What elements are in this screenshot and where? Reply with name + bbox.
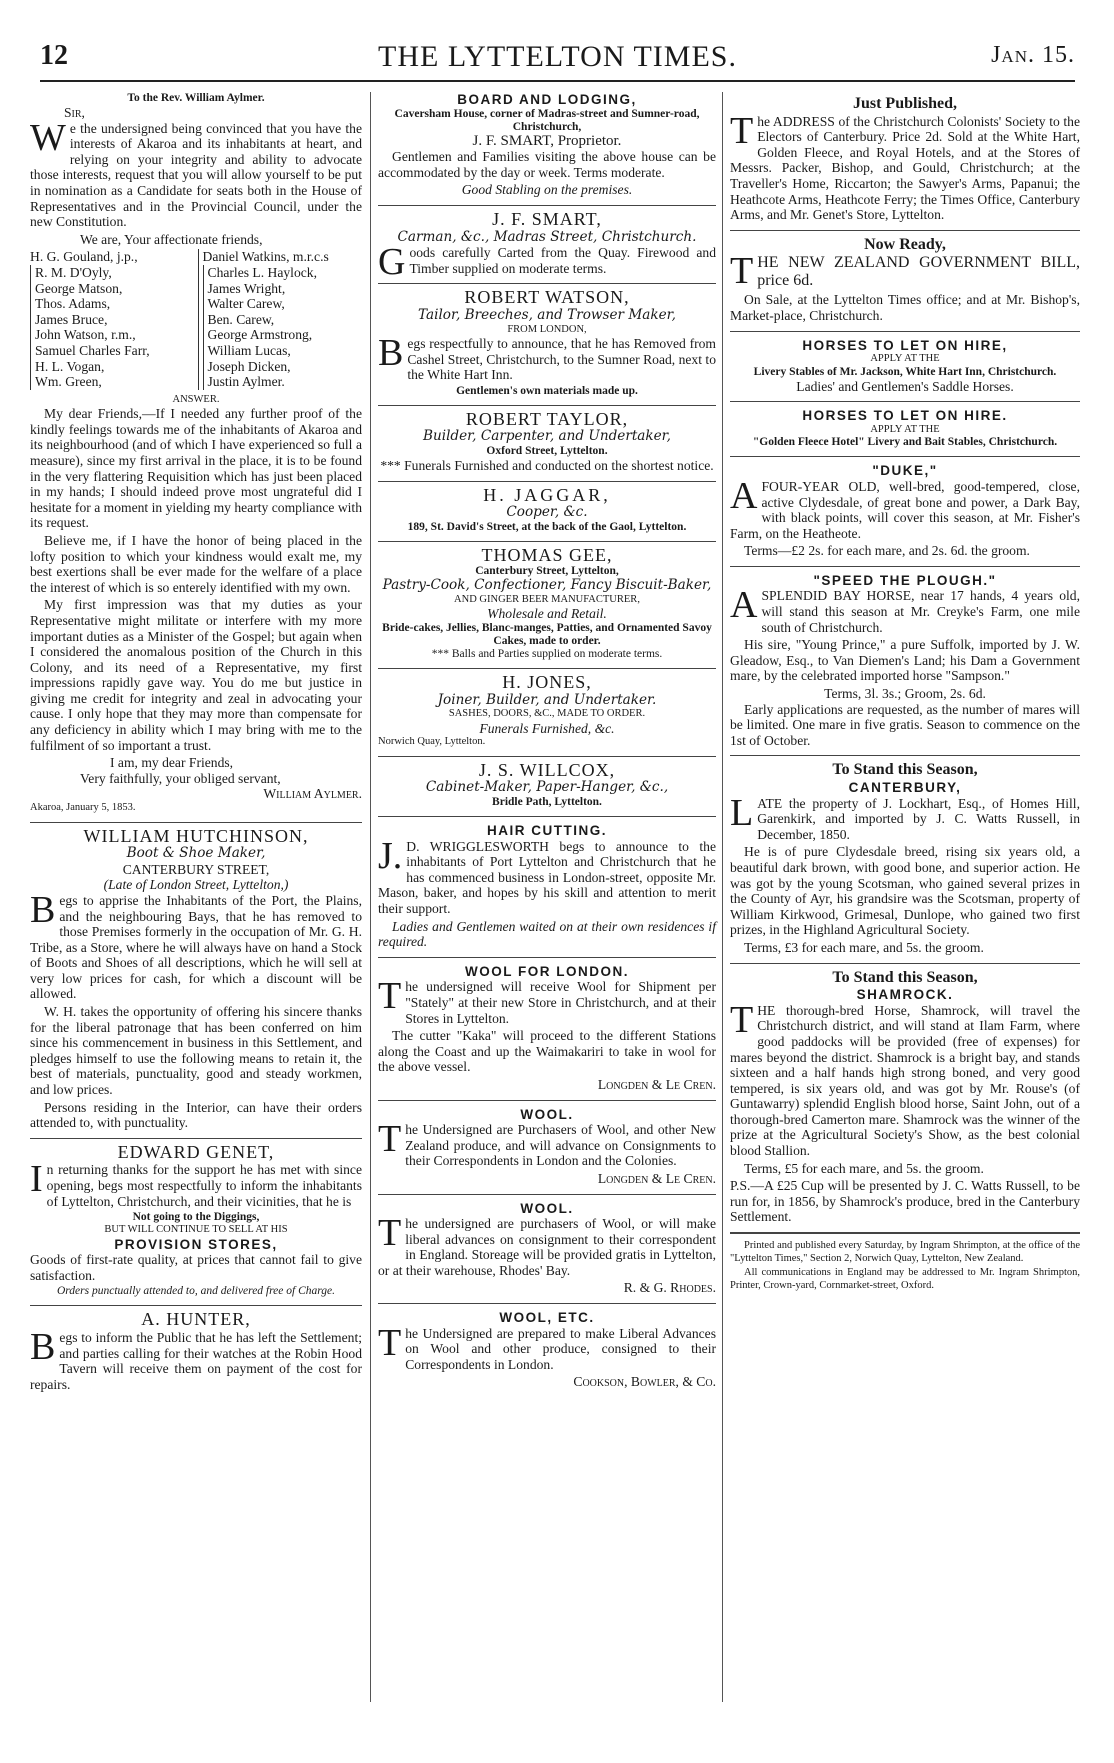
taylor-note: *** Funerals Furnished and conducted on the shortest notice. [380,458,714,473]
gee-address: Canterbury Street, Lyttelton, [475,565,619,578]
duke-head: "DUKE," [872,463,938,479]
gee-ginger: AND GINGER BEER MANUFACTURER, [454,593,640,605]
wool4-head: WOOL, ETC. [499,1310,595,1326]
genet-name: EDWARD GENET, [117,1141,275,1162]
aylmer-closing-2: Very faithfully, your obliged servant, [80,770,281,786]
aylmer-closing-1: I am, my dear Friends, [110,755,234,771]
genet-p1: In returning thanks for the support he has met with since opening, begs most respectfully to inform the inhabitants of Lyttelton, Christchurch, and their vicinities, that he is [30,1158,362,1209]
signer-name: Thos. Adams, [30,296,190,312]
signer-name: John Watson, r.m., [30,327,190,343]
signer-name: Wm. Green, [30,374,190,390]
plough-p3: Early applications are requested, as the number of mares will be limited. One mare in five gratis. Season to commence on the 1st of October. [730,701,1080,748]
aylmer-reply-2: Believe me, if I have the honor of being placed in the lofty position to which your kindness would exalt me, my best exertions shall be ever made for the welfare of a place the interest of which is so enterely identified with my own. [30,532,362,595]
hutchinson-p2: W. H. takes the opportunity of offering his sincere thanks for the liberal patronage that has been conferred on him since his commencement in business in this Settlement, and pledges himself to use the following means to retain it, the best of materials, punctuality, good and steady workmen, and low prices. [30,1004,362,1098]
column-2 [378,92,716,1390]
horses2-head: HORSES TO LET ON HIRE. [802,408,1008,424]
aylmer-to: To the Rev. William Aylmer. [127,92,265,104]
published-ad [730,96,1080,223]
canterbury-p2: He is of pure Clydesdale breed, rising six years old, a beautiful dark brown, with good bone, and superior action. He was got by the young Scotsman, who gained several prizes in the County of Ayr, his grandsire was the Scotsman, property of William Kirkwood, Grimesal, Dunlope, who gained two first prizes, in the Highland Agricultural Society. [730,844,1080,938]
column-rule-1 [370,92,371,1702]
jones-ad [378,672,716,749]
jaggar-address: 189, St. David's Street, at the back of the Gaol, Lyttelton. [407,520,687,533]
willcox-trade: Cabinet-Maker, Paper-Hanger, &c., [425,779,669,796]
horses1-saddle: Ladies' and Gentlemen's Saddle Horses. [796,378,1014,394]
signer-name: James Bruce, [30,312,190,328]
aylmer-signers [30,249,362,389]
hair-body: J.D. WRIGGLESWORTH begs to announce to the inhabitants of Port Lyttelton and Christchurch that he has commenced business in London-street, opposite Mr. Mason, baker, and hopes by his skill and attention to merit their support. [378,834,716,916]
aylmer-answer: ANSWER. [172,393,220,405]
taylor-trade: Builder, Carpenter, and Undertaker, [422,428,671,445]
wool1-sign: Longden & Le Cren. [597,1076,716,1092]
signers-right [198,249,363,389]
wool-london-ad [378,964,716,1093]
shamrock-p1: THE thorough-bred Horse, Shamrock, will travel the Christchurch district, and will stand at Ilam Farm, where good paddocks will be provided (free of expenses) for mares beyond the district. Shamrock is a bright bay, and stands sixteen and a half hands high strong boned, and very good tempered, is six years old, and was got by Mr. Rouse's (of Guntawarry) splendid English blood horse, Saint John, out of a thorough-bred Camerton mare. Shamrock was the winner of the prize at the Agricultural Society's Show, as the best colonial blood Stallion. [730,998,1080,1159]
signer-name: Daniel Watkins, m.r.c.s [202,249,329,265]
published-head: Just Published, [852,95,958,112]
hutchinson-p3: Persons residing in the Interior, can have their orders attended to, with punctuality. [30,1099,362,1131]
jones-address: Norwich Quay, Lyttelton. [378,736,486,748]
taylor-street: Oxford Street, Lyttelton. [486,445,608,457]
signer-name: Ben. Carew, [203,312,363,328]
aylmer-we-are: We are, Your affectionate friends, [80,231,263,247]
gee-products: Bride-cakes, Jellies, Blanc-manges, Patties, and Ornamented Savoy Cakes, made to order. [382,622,712,648]
canterbury-p1: LATE the property of J. Lockhart, Esq., of Homes Hill, Garenkirk, and imported by J. C. Watts Russell, in December, 1850. [730,791,1080,842]
aylmer-signature: William Aylmer. [263,786,362,802]
hutchinson-late: (Late of London Street, Lyttelton,) [103,877,289,893]
signer-name: Joseph Dicken, [203,359,363,375]
watson-name: ROBERT WATSON, [464,287,630,308]
taylor-name: ROBERT TAYLOR, [465,408,629,429]
signer-name: Samuel Charles Farr, [30,343,190,359]
canterbury-sub: CANTERBURY, [848,780,962,795]
jaggar-trade: Cooper, &c. [506,504,588,521]
willcox-ad [378,759,716,809]
canterbury-head: To Stand this Season, [832,761,978,779]
horses2-apply: APPLY AT THE [870,423,940,435]
genet-ad [30,1141,362,1299]
board-address: Caversham House, corner of Madras-street and Sumner-road, Christchurch, [394,107,700,133]
shamrock-ad [730,970,1080,1226]
board-stabling: Good Stabling on the premises. [461,182,633,198]
willcox-name: J. S. WILLCOX, [478,759,616,780]
column-rule-2 [722,92,723,1702]
aylmer-dateline: Akaroa, January 5, 1853. [30,802,136,814]
duke-ad [730,463,1080,559]
imprint-p2: All communications in England may be addressed to Mr. Ingram Shrimpton, Printer, Crown-yard, Cornmarket-street, Oxford. [730,1267,1080,1291]
jones-name: H. JONES, [502,672,592,693]
shamrock-terms: Terms, £5 for each mare, and 5s. the groom. [744,1160,984,1176]
gee-name: THOMAS GEE, [481,544,613,565]
smart-ad [378,208,716,284]
jaggar-name: H. JAGGAR, [483,484,611,505]
wool-purchasers-ad [378,1107,716,1187]
ready-sale: On Sale, at the Lyttelton Times office; and at Mr. Bishop's, Market-place, Christchurch. [730,292,1080,323]
published-body: The ADDRESS of the Christchurch Colonists' Society to the Electors of Canterbury. Price 2d. Sold at the White Hart, Golden Fleece, and Royal Hotels, and at the Stores of Messrs. Packer, Bishop, and Gould, Christchurch; at the Traveller's Home, Riccarton; the Sawyer's Arms, Papanui; the Heathcote Arms, Heathcote Ferry; the Times Office, Canterbury Arms, and Mr. Genet's Store, Lyttelton. [730,109,1080,223]
horses2-ad [730,408,1080,449]
board-ad [378,92,716,198]
watson-note: Gentlemen's own materials made up. [456,384,638,397]
gee-balls: *** Balls and Parties supplied on moderate terms. [431,648,663,661]
horses1-stables: Livery Stables of Mr. Jackson, White Hart Inn, Christchurch. [753,365,1057,378]
page-number: 12 [40,40,68,71]
plough-p1: ASPLENDID BAY HORSE, near 17 hands, 4 years old, will stand this season at Mr. Creyke's Farm, one mile south of Christchurch. [730,584,1080,635]
wool-etc-ad [378,1310,716,1390]
masthead [40,38,1075,82]
wool1-p1: The undersigned will receive Wool for Shipment per "Stately" at their new Store in Christchurch, and at their Stores in Lyttelton. [378,975,716,1026]
wool4-sign: Cookson, Bowler, & Co. [573,1374,716,1390]
column-3 [730,92,1080,1294]
wool1-head: WOOL FOR LONDON. [465,963,629,979]
jones-sashes: SASHES, DOORS, &C., MADE TO ORDER. [448,708,646,720]
horses1-apply: APPLY AT THE [870,353,940,365]
hair-head: HAIR CUTTING. [487,823,607,839]
genet-stores: PROVISION STORES, [114,1236,278,1252]
duke-body: AFOUR-YEAR OLD, well-bred, good-tempered, close, active Clydesdale, of great bone and power, a Dark Bay, with black points, will cover this season, at Mr. Fisher's Farm, on the Heatheote. [730,474,1080,541]
jaggar-ad [378,484,716,534]
watson-from: FROM LONDON, [507,323,587,335]
signers-left [30,249,190,389]
ready-body: THE NEW ZEALAND GOVERNMENT BILL, price 6d. [730,250,1080,293]
gee-ad [378,544,716,661]
plough-p2: His sire, "Young Prince," a pure Suffolk, imported by J. W. Gleadow, Esq., to Van Diemen's Land; his Dam a Government mare, by the celebrated imported horse "Sampson." [730,637,1080,684]
ready-ad [730,237,1080,324]
gee-trade: Pastry-Cook, Confectioner, Fancy Biscuit-Baker, [382,577,712,594]
signer-name: George Matson, [30,281,190,297]
canterbury-ad [730,762,1080,955]
aylmer-sir: Sir, [64,105,85,120]
shamrock-sub: SHAMROCK. [856,987,954,1003]
hair-ad [378,823,716,950]
watson-ad [378,287,716,397]
wool4-p1: The Undersigned are prepared to make Liberal Advances on Wool and other produce, consigned to their Correspondents in London. [378,1321,716,1372]
wool-rhodes-ad [378,1201,716,1297]
newspaper-title: THE LYTTELTON TIMES. [378,40,737,73]
jones-trade: Joiner, Builder, and Undertaker. [437,691,657,708]
board-proprietor: J. F. SMART, Proprietor. [472,132,622,149]
hutchinson-trade: Boot & Shoe Maker, [126,845,266,862]
hutchinson-p1: Begs to apprise the Inhabitants of the Port, the Plains, and the neighbouring Bays, that he has removed to those Premises formerly in the occupation of Mr. G. H. Tribe, as a Store, where he will always have on hand a Stock of Boots and Shoes of all descriptions, which he will sell at very low prices for cash, for which a discount will be allowed. [30,888,362,1002]
hunter-name: A. HUNTER, [141,1309,251,1330]
signer-name: William Lucas, [203,343,363,359]
wool2-sign: Longden & Le Cren. [597,1170,716,1186]
smart-name: J. F. SMART, [492,208,602,229]
hair-ladies: Ladies and Gentlemen waited on at their own residences if required. [378,918,716,950]
wool3-sign: R. & G. Rhodes. [623,1280,716,1296]
signer-name: Walter Carew, [203,296,363,312]
hunter-ad [30,1309,362,1392]
plough-head: "SPEED THE PLOUGH." [813,572,997,588]
plough-terms: Terms, 3l. 3s.; Groom, 2s. 6d. [824,686,986,702]
board-head: BOARD AND LODGING, [457,92,637,107]
jones-funerals: Funerals Furnished, &c. [479,720,615,736]
imprint [730,1240,1080,1292]
plough-ad [730,573,1080,749]
aylmer-body: We the undersigned being convinced that you have the interests of Akaroa and its inhabitants at heart, and relying on your integrity and ability to advocate those interests, request that you will allow yourself to be put in nomination as a Candidate for seats both in the House of Representatives and in the Provincial Council, under the new Constitution. [30,116,362,230]
hutchinson-street: CANTERBURY STREET, [122,861,270,877]
signer-name: Justin Aylmer. [203,374,363,390]
willcox-address: Bridle Path, Lyttelton. [492,796,602,809]
imprint-p1: Printed and published every Saturday, by Ingram Shrimpton, at the office of the "Lyttelton Times," Section 2, Norwich Quay, Lyttelton, New Zealand. [730,1240,1080,1264]
aylmer-reply-1: My dear Friends,—If I needed any further proof of the kindly feelings towards me of the inhabitants of Akaroa and its neighbourhood (and of which I have experienced so full a measure), since my first arrival in the place, it is to be found in the very flattering Requisition which has just been placed in my hands; I should indeed prove most ungrateful did I hesitate for a moment in yielding my hearty compliance with its request. [30,406,362,531]
smart-trade: Carman, &c., Madras Street, Christchurch. [397,228,697,245]
signer-name: R. M. D'Oyly, [30,265,190,281]
wool3-head: WOOL. [520,1200,574,1216]
ready-head: Now Ready, [864,235,946,253]
shamrock-head: To Stand this Season, [832,968,978,986]
wool1-p2: The cutter "Kaka" will proceed to the different Stations along the Coast and up the Waimakariri to take in wool for the above vessel. [378,1028,716,1075]
column-1 [30,92,362,1394]
horses1-head: HORSES TO LET ON HIRE, [802,337,1008,353]
canterbury-terms: Terms, £3 for each mare, and 5s. the groom. [744,939,984,955]
genet-goods: Goods of first-rate quality, at prices that cannot fail to give satisfaction. [30,1252,362,1283]
gee-wholesale: Wholesale and Retail. [487,606,607,622]
hunter-p1: Begs to inform the Public that he has left the Settlement; and parties calling for their watches at the Robin Hood Tavern will receive them on payment of the cost for repairs. [30,1326,362,1392]
hutchinson-ad [30,825,362,1131]
aylmer-reply-3: My first impression was that my duties as your Representative might militate or interfere with my more important duties as a Minister of the Gospel; but again when I considered the anomalous position of the Church in this Colony, and its need of a Representative, my first impressions rapidly gave way. You do me but justice in giving me credit for integrity and zeal in advocating your cause. I only hope that they may more than compensate for any deficiency in ability which I may bring with me to the fulfilment of so important a trust. [30,597,362,753]
genet-not-going: Not going to the Diggings, [132,1211,260,1224]
signer-name: H. G. Gouland, j.p., [30,249,138,265]
duke-terms: Terms—£2 2s. for each mare, and 2s. 6d. the groom. [744,543,1030,559]
genet-but: BUT WILL CONTINUE TO SELL AT HIS [104,1224,288,1236]
wool3-p1: The undersigned are purchasers of Wool, or will make liberal advances on consignment to their correspondent in England. Storeage will be provided gratis in Lyttelton, or at their warehouse, Rhodes' Bay. [378,1212,716,1278]
horses2-stables: "Golden Fleece Hotel" Livery and Bait Stables, Christchurch. [752,436,1058,449]
wool2-head: WOOL. [520,1106,574,1122]
signer-name: George Armstrong, [203,327,363,343]
aylmer-requisition [30,92,362,815]
shamrock-ps: P.S.—A £25 Cup will be presented by J. C. Watts Russell, to be run for, in 1856, by Shamrock's produce, bred in the Canterbury Settlement. [730,1178,1080,1225]
watson-trade: Tailor, Breeches, and Trowser Maker, [418,306,676,323]
taylor-ad [378,408,716,474]
signer-name: Charles L. Haylock, [203,265,363,281]
signer-name: H. L. Vogan, [30,359,190,375]
board-body: Gentlemen and Families visiting the above house can be accommodated by the day or week. Terms moderate. [378,149,716,180]
watson-body: Begs respectfully to announce, that he has Removed from Cashel Street, Christchurch, to the Sumner Road, next to the White Hart Inn. [378,332,716,383]
genet-orders: Orders punctually attended to, and delivered free of Charge. [56,1285,336,1298]
issue-date: Jan. 15. [991,42,1075,68]
smart-body: Goods carefully Carted from the Quay. Firewood and Timber supplied on moderate terms. [378,241,716,284]
signer-name: James Wright, [203,281,363,297]
wool2-p1: The Undersigned are Purchasers of Wool, and other New Zealand produce, and will advance on Consignments to their Correspondents in London and the Colonies. [378,1118,716,1169]
horses1-ad [730,338,1080,395]
hutchinson-name: WILLIAM HUTCHINSON, [83,825,309,846]
